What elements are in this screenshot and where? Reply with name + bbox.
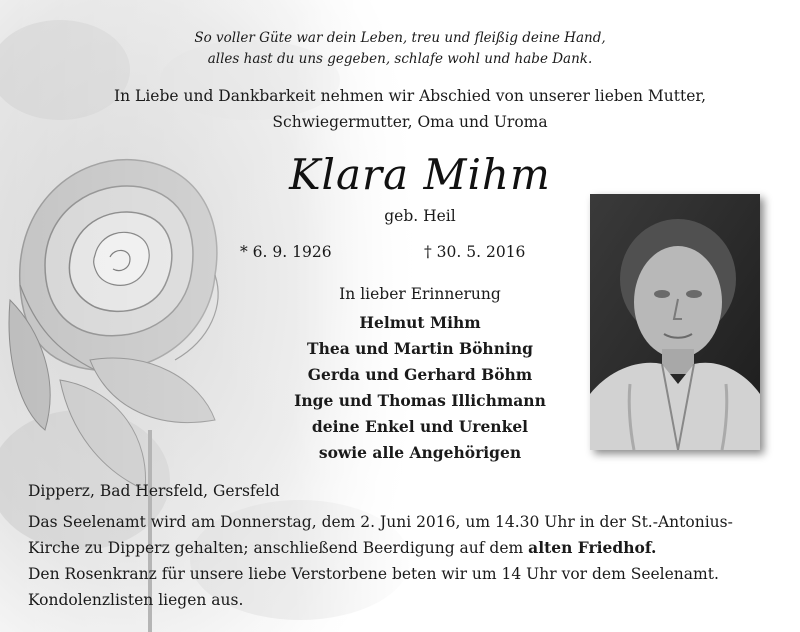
intro-line-1: In Liebe und Dankbarkeit nehmen wir Abschied von unserer lieben Mutter, <box>114 87 706 105</box>
mourner-name: Inge und Thomas Illichmann <box>294 391 546 410</box>
places-line: Dipperz, Bad Hersfeld, Gersfeld <box>28 482 280 500</box>
verse-line-1: So voller Güte war dein Leben, treu und fleißig deine Hand, <box>194 30 606 46</box>
maiden-name: geb. Heil <box>384 207 456 225</box>
mourner-name: sowie alle Angehörigen <box>318 443 522 462</box>
mourner-name: Gerda und Gerhard Böhm <box>307 365 533 384</box>
deceased-name: Klara Mihm <box>289 150 551 199</box>
condolence-line: Kondolenzlisten liegen aus. <box>28 591 244 609</box>
cemetery-name: alten Friedhof. <box>528 538 657 557</box>
service-line-2 <box>28 535 780 562</box>
intro-line-2: Schwiegermutter, Oma und Uroma <box>272 113 548 131</box>
service-line-1: Das Seelenamt wird am Donnerstag, dem 2. Juni 2016, um 14.30 Uhr in der St.-Antonius- <box>28 513 733 531</box>
mourners-heading: In lieber Erinnerung <box>339 285 501 303</box>
rosary-line: Den Rosenkranz für unsere liebe Verstorbene beten wir um 14 Uhr vor dem Seelenamt. <box>28 565 719 583</box>
mourner-name: Helmut Mihm <box>359 313 481 332</box>
verse-line-2: alles hast du uns gegeben, schlafe wohl und habe Dank. <box>207 51 593 67</box>
mourner-name: deine Enkel und Urenkel <box>311 417 529 436</box>
death-date: † 30. 5. 2016 <box>424 243 526 261</box>
birth-date: * 6. 9. 1926 <box>240 243 332 261</box>
mourner-name: Thea und Martin Böhning <box>307 339 533 358</box>
portrait-photo <box>590 194 760 450</box>
service-line-2-text: Kirche zu Dipperz gehalten; anschließend Beerdigung auf dem <box>28 539 529 557</box>
